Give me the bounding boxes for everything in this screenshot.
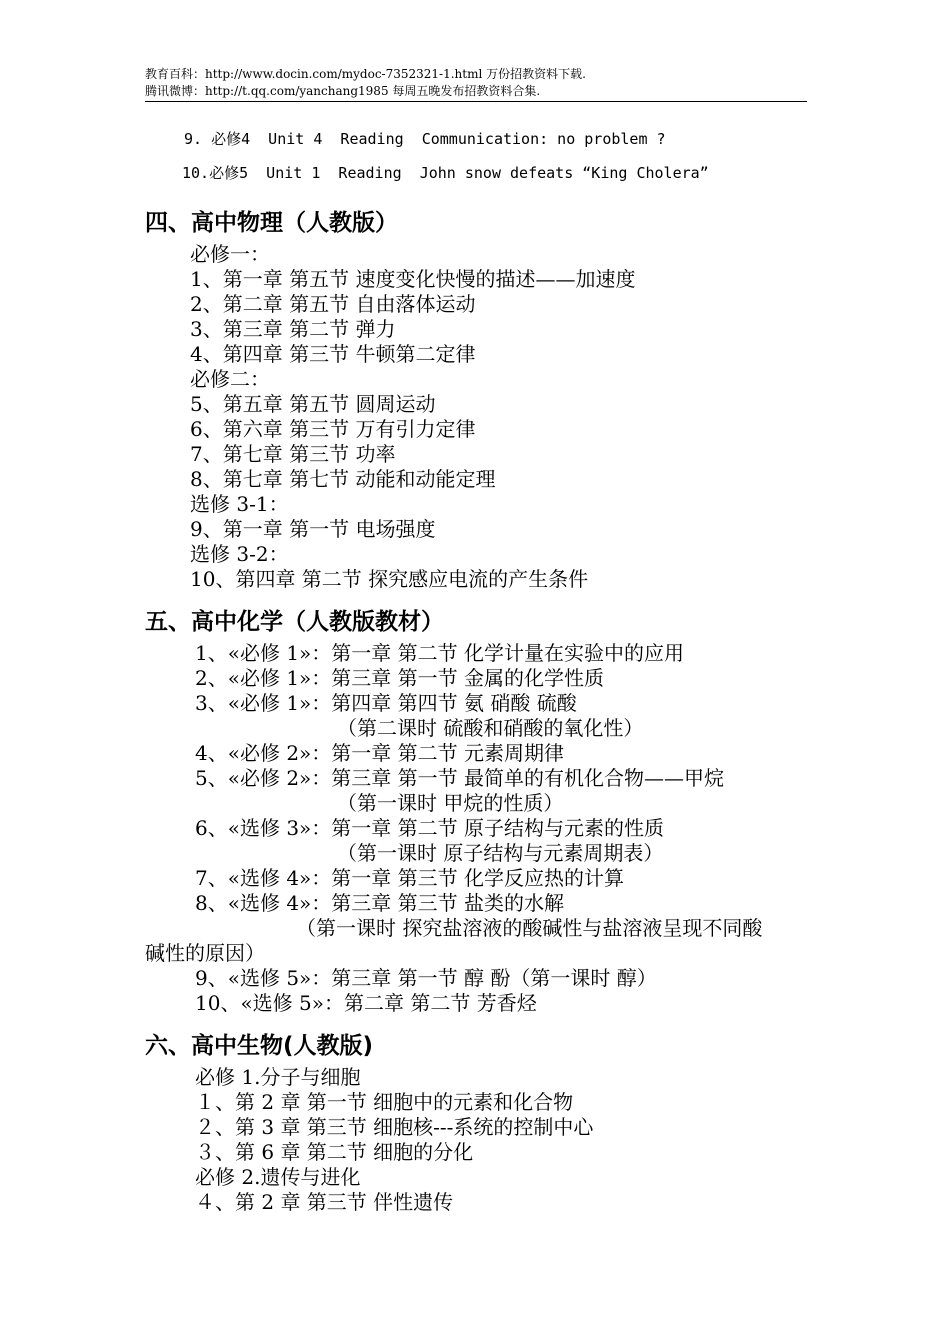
physics-line: 必修二：: [190, 367, 270, 391]
biology-line: 必修 2.遗传与进化: [195, 1165, 361, 1189]
chemistry-line: 10、«选修 5»：第二章 第二节 芳香烃: [195, 991, 537, 1015]
physics-line: 8、第七章 第七节 动能和动能定理: [190, 467, 496, 491]
biology-line: 必修 1.分子与细胞: [195, 1065, 361, 1089]
biology-line: ３、第 6 章 第二节 细胞的分化: [195, 1140, 474, 1164]
biology-line: ４、第 2 章 第三节 伴性遗传: [195, 1190, 454, 1214]
biology-line: １、第 2 章 第一节 细胞中的元素和化合物: [195, 1090, 574, 1114]
chemistry-line: 9、«选修 5»：第三章 第一节 醇 酚（第一课时 醇）: [195, 966, 657, 990]
biology-heading: 六、高中生物(人教版): [145, 1033, 374, 1059]
physics-line: 1、第一章 第五节 速度变化快慢的描述——加速度: [190, 267, 636, 291]
chemistry-line: （第一课时 原子结构与元素周期表）: [337, 841, 664, 865]
chemistry-line: 8、«选修 4»：第三章 第三节 盐类的水解: [195, 891, 564, 915]
chemistry-line: 4、«必修 2»：第一章 第二节 元素周期律: [195, 741, 564, 765]
physics-line: 选修 3-2：: [190, 542, 289, 566]
chemistry-line: 6、«选修 3»：第一章 第二节 原子结构与元素的性质: [195, 816, 664, 840]
english-item-9: 9. 必修4 Unit 4 Reading Communication: no problem ?: [184, 130, 666, 148]
biology-line: ２、第 3 章 第三节 细胞核---系统的控制中心: [195, 1115, 594, 1139]
physics-line: 4、第四章 第三节 牛顿第二定律: [190, 342, 476, 366]
physics-line: 10、第四章 第二节 探究感应电流的产生条件: [190, 567, 589, 591]
header-line-1: 教育百科：http://www.docin.com/mydoc-7352321-1.html 万份招教资料下载.: [145, 67, 586, 81]
chemistry-line: 1、«必修 1»：第一章 第二节 化学计量在实验中的应用: [195, 641, 684, 665]
physics-heading: 四、高中物理（人教版）: [145, 210, 398, 236]
physics-line: 3、第三章 第二节 弹力: [190, 317, 396, 341]
physics-line: 9、第一章 第一节 电场强度: [190, 517, 436, 541]
physics-line: 5、第五章 第五节 圆周运动: [190, 392, 436, 416]
english-item-10: 10.必修5 Unit 1 Reading John snow defeats “King Cholera”: [182, 164, 709, 182]
physics-line: 必修一：: [190, 242, 270, 266]
chemistry-line: 碱性的原因）: [145, 941, 265, 965]
chemistry-line: 2、«必修 1»：第三章 第一节 金属的化学性质: [195, 666, 604, 690]
chemistry-line: （第一课时 探究盐溶液的酸碱性与盐溶液呈现不同酸: [296, 916, 763, 940]
chemistry-line: （第一课时 甲烷的性质）: [337, 791, 564, 815]
chemistry-line: 7、«选修 4»：第一章 第三节 化学反应热的计算: [195, 866, 624, 890]
chemistry-line: 5、«必修 2»：第三章 第一节 最简单的有机化合物——甲烷: [195, 766, 724, 790]
physics-line: 6、第六章 第三节 万有引力定律: [190, 417, 476, 441]
chemistry-line: （第二课时 硫酸和硝酸的氧化性）: [337, 716, 644, 740]
chemistry-line: 3、«必修 1»：第四章 第四节 氨 硝酸 硫酸: [195, 691, 577, 715]
physics-line: 7、第七章 第三节 功率: [190, 442, 396, 466]
chemistry-heading: 五、高中化学（人教版教材）: [145, 609, 444, 635]
physics-line: 2、第二章 第五节 自由落体运动: [190, 292, 476, 316]
page-header: [145, 66, 807, 102]
physics-line: 选修 3-1：: [190, 492, 289, 516]
header-line-2: 腾讯微博：http://t.qq.com/yanchang1985 每周五晚发布招教资料合集.: [145, 84, 541, 98]
